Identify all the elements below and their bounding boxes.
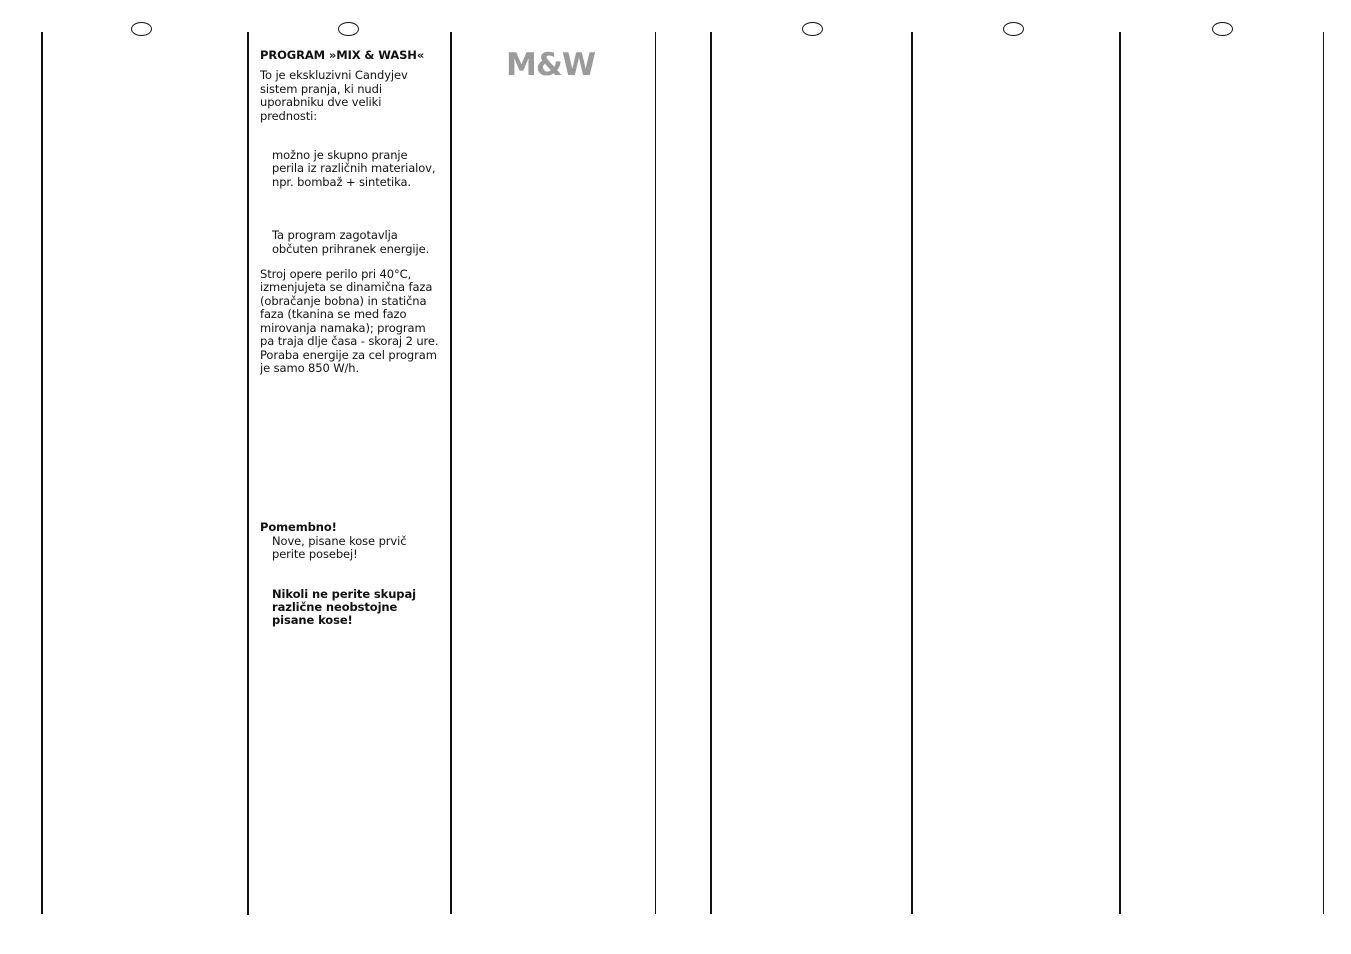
- important-label: Pomembno!: [260, 520, 337, 535]
- important-warning: Nikoli ne perite skupaj različne neobstojne pisane kose!: [272, 586, 416, 628]
- language-marker-3: [802, 22, 823, 36]
- program-title: PROGRAM »MIX & WASH«: [260, 48, 425, 62]
- program-details: Stroj opere perilo pri 40°C, izmenjujeta se dinamična faza (obračanje bobna) in statična faza (tkanina se med fazo mirovanja namaka); program pa traja dlje časa - skoraj 2 ure. Poraba energije za cel program je samo 850 W/h.: [260, 267, 439, 375]
- language-marker-4: [1003, 22, 1024, 36]
- column-divider-8: [1323, 32, 1324, 914]
- column-divider-4: [655, 32, 656, 914]
- language-marker-2: [338, 22, 359, 36]
- column-divider-2: [247, 32, 249, 915]
- column-divider-7: [1119, 32, 1121, 914]
- language-marker-5: [1212, 22, 1233, 36]
- column-divider-1: [41, 32, 43, 914]
- column-divider-3: [450, 32, 452, 914]
- column-divider-5: [710, 32, 712, 914]
- column-divider-6: [911, 32, 913, 914]
- program-intro: To je ekskluzivni Candyjev sistem pranja, ki nudi uporabniku dve veliki prednosti:: [260, 68, 408, 123]
- important-note: Nove, pisane kose prvič perite posebej!: [272, 533, 407, 562]
- benefit-energy-saving: Ta program zagotavlja občuten prihranek energije.: [272, 228, 430, 256]
- benefit-mixed-fabrics: možno je skupno pranje perila iz različnih materialov, npr. bombaž + sintetika.: [272, 148, 436, 189]
- program-description-column: [260, 49, 440, 628]
- mix-and-wash-logo: M&W: [506, 47, 596, 83]
- language-marker-1: [131, 22, 152, 36]
